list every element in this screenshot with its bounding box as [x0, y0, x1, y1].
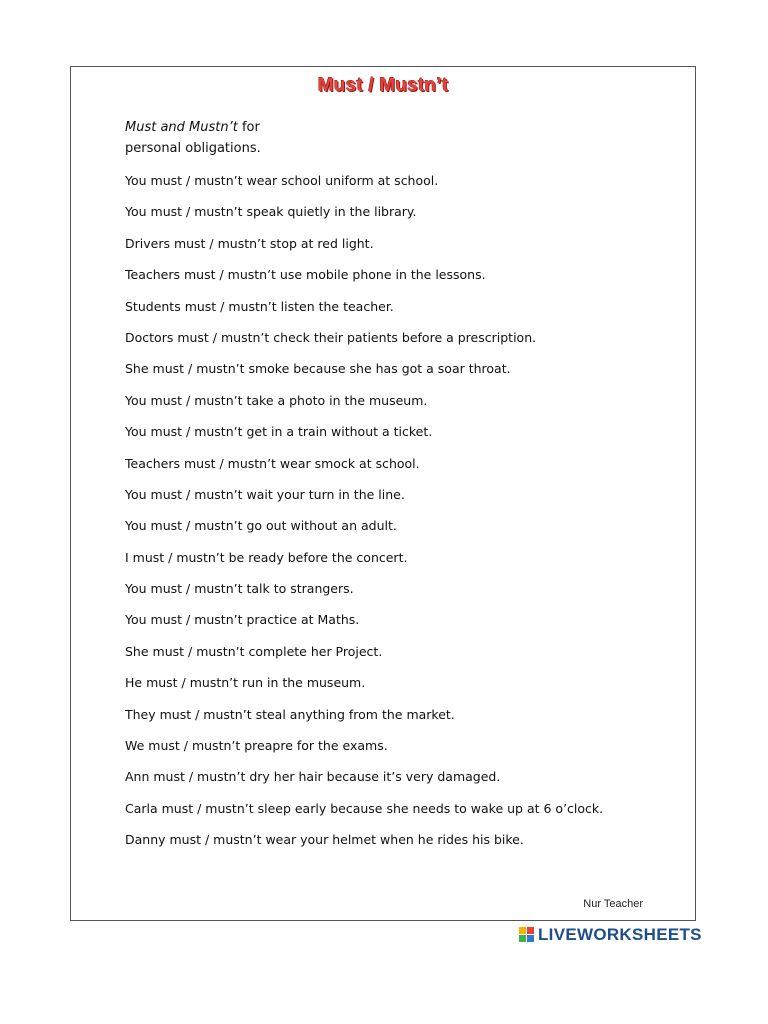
sentence-item: She must / mustn’t complete her Project.	[125, 643, 383, 659]
sentence-item: You must / mustn’t talk to strangers.	[125, 581, 354, 597]
brand-text: LIVEWORKSHEETS	[538, 925, 702, 944]
sentence-item: You must / mustn’t speak quietly in the library.	[125, 204, 417, 220]
sentence-list	[125, 171, 603, 862]
sentence-item: You must / mustn’t wait your turn in the line.	[125, 486, 405, 502]
intro-line-1	[125, 117, 261, 138]
sentence-item: Ann must / mustn’t dry her hair because it’s very damaged.	[125, 769, 501, 785]
intro-italic: Must and Mustn’t	[125, 120, 238, 135]
worksheet-page	[70, 66, 696, 921]
sentence-item: You must / mustn’t get in a train without a ticket.	[125, 424, 433, 440]
intro-line-2: personal obligations.	[125, 141, 261, 156]
sentence-item: You must / mustn’t wear school uniform at school.	[125, 173, 439, 188]
sentence-item: We must / mustn’t preapre for the exams.	[125, 738, 388, 754]
sentence-item: She must / mustn’t smoke because she has got a soar throat.	[125, 361, 511, 377]
sentence-item: I must / mustn’t be ready before the concert.	[125, 549, 408, 565]
sentence-item: Danny must / mustn’t wear your helmet when he rides his bike.	[125, 832, 524, 848]
liveworksheets-brand[interactable]	[519, 924, 702, 946]
sentence-item: You must / mustn’t practice at Maths.	[125, 612, 360, 628]
sentence-item: Students must / mustn’t listen the teacher.	[125, 298, 394, 314]
sentence-item: Teachers must / mustn’t use mobile phone in the lessons.	[125, 267, 486, 283]
liveworksheets-logo-icon	[519, 927, 535, 943]
sentence-item: Drivers must / mustn’t stop at red light.	[125, 235, 374, 251]
sentence-item: Doctors must / mustn’t check their patients before a prescription.	[125, 329, 537, 345]
sentence-item: You must / mustn’t go out without an adult.	[125, 518, 397, 534]
sentence-item: Carla must / mustn’t sleep early because she needs to wake up at 6 o’clock.	[125, 800, 604, 816]
sentence-item: You must / mustn’t take a photo in the museum.	[125, 392, 428, 408]
author-credit: Nur Teacher	[583, 898, 643, 910]
worksheet-title: Must / Mustn’t	[317, 75, 449, 96]
sentence-item: Teachers must / mustn’t wear smock at school.	[125, 455, 420, 471]
intro-rest: for	[237, 120, 260, 135]
sentence-item: They must / mustn’t steal anything from the market.	[125, 706, 455, 722]
intro-text	[125, 117, 261, 159]
sentence-item: He must / mustn’t run in the museum.	[125, 675, 366, 691]
